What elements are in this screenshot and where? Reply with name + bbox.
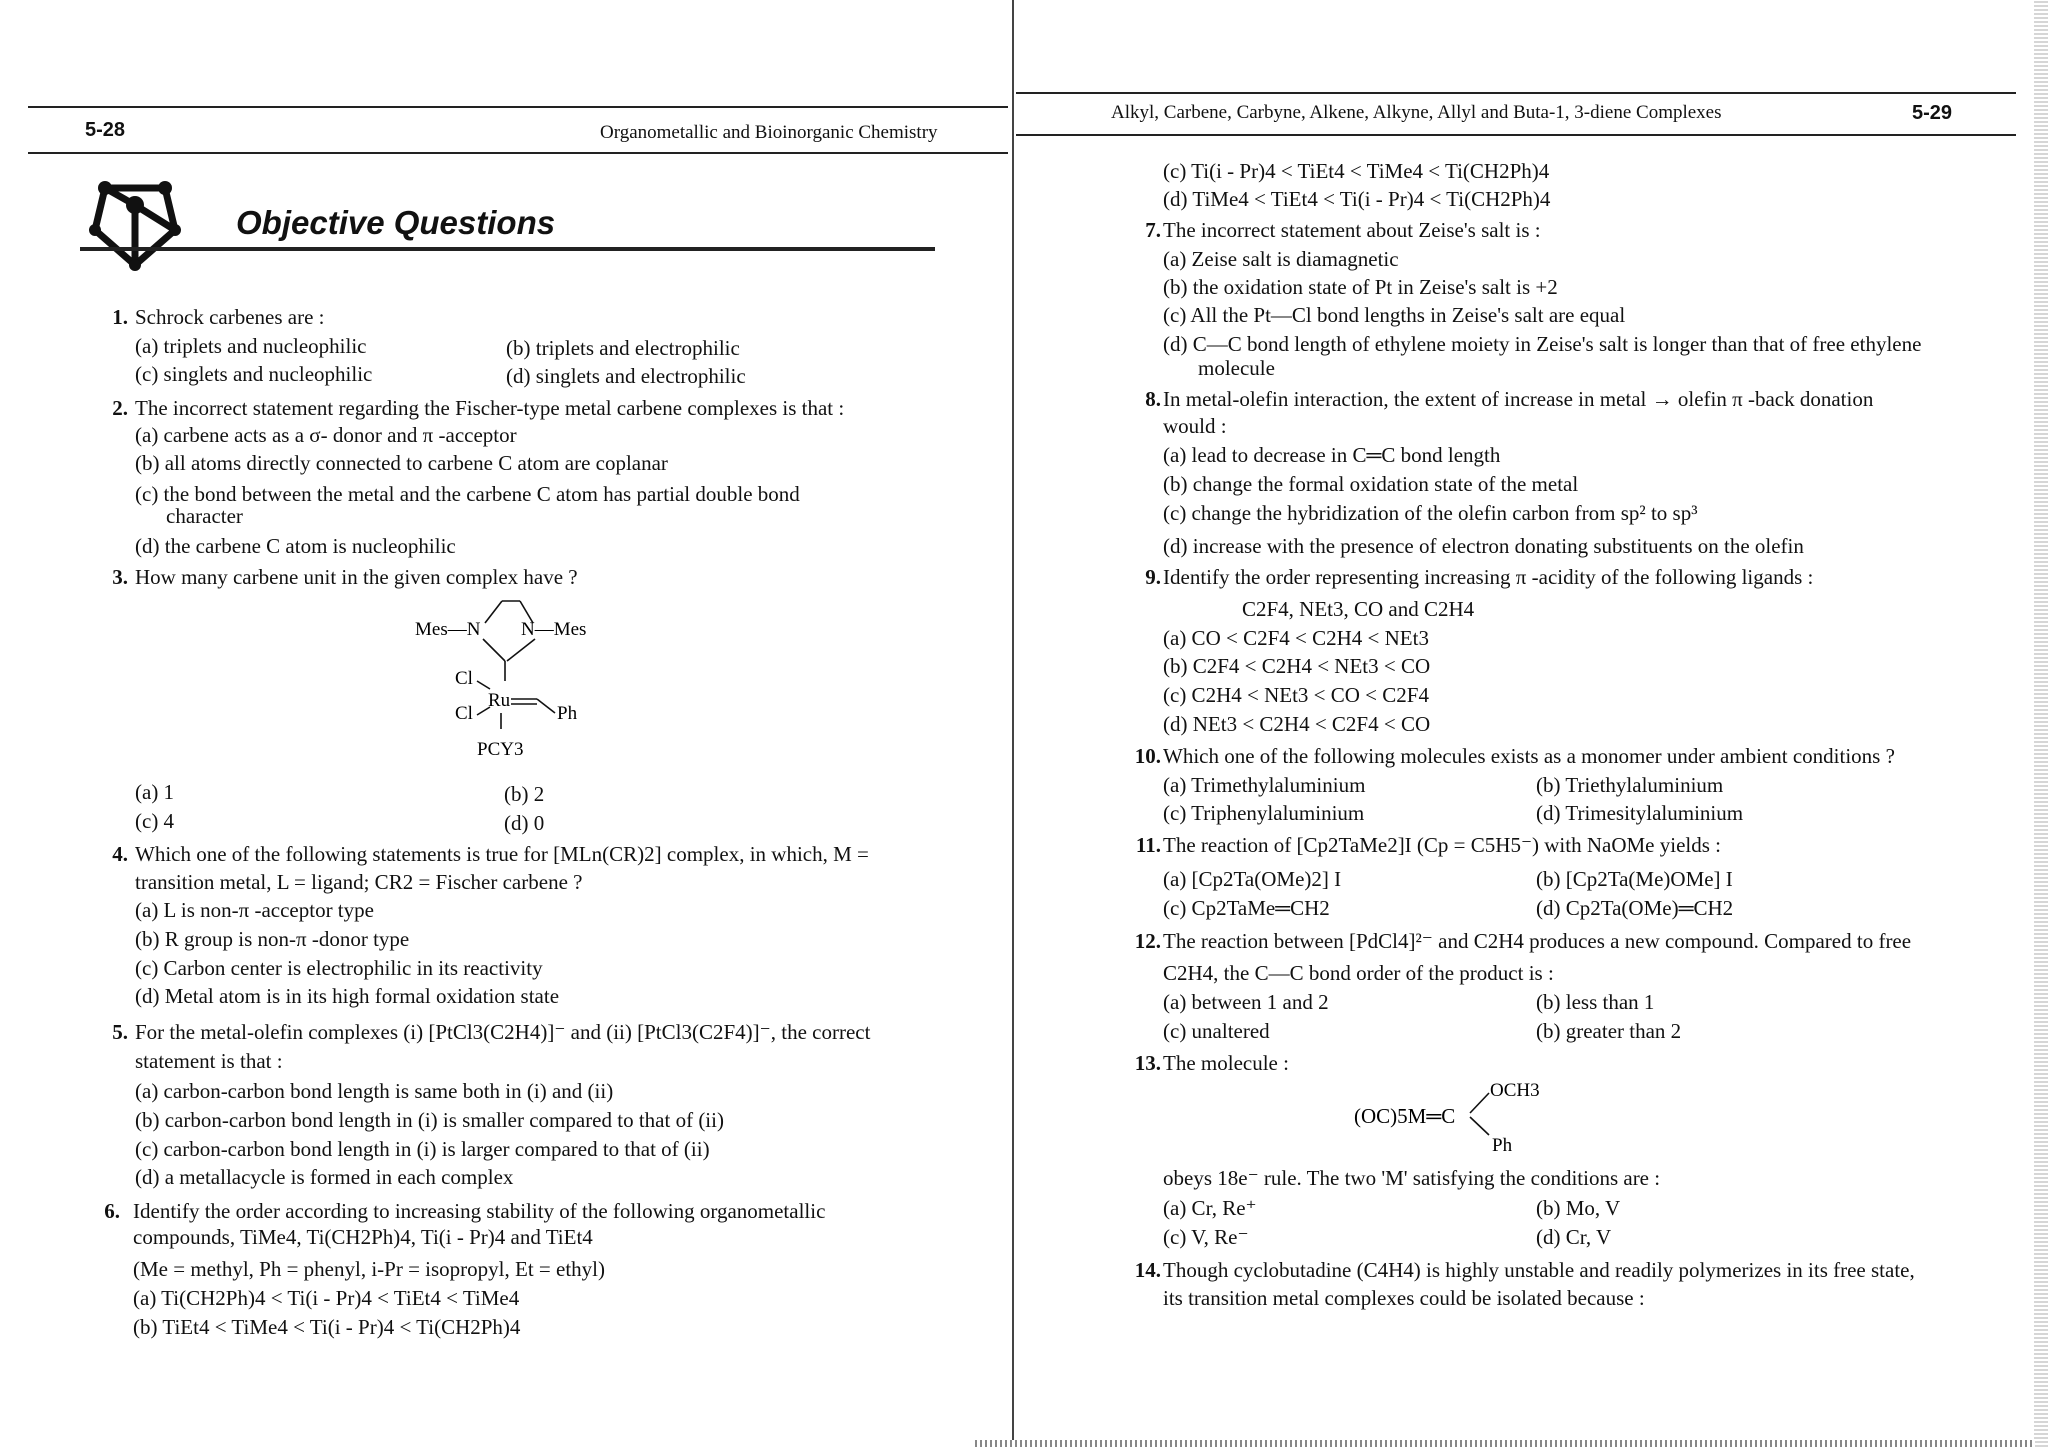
right-running-title: Alkyl, Carbene, Carbyne, Alkene, Alkyne, Allyl and Buta-1, 3-diene Complexes [1111,102,1722,123]
question-number: 4. [112,842,128,866]
option: (d) a metallacycle is formed in each complex [135,1165,514,1189]
option: (a) Cr, Re⁺ [1163,1196,1257,1220]
question-stem-continuation: compounds, TiMe4, Ti(CH2Ph)4, Ti(i - Pr)4 and TiEt4 [133,1225,593,1249]
question-stem: The molecule : [1163,1051,1289,1075]
question-stem: Which one of the following statements is true for [MLn(CR)2] complex, in which, M = [135,842,869,866]
question-number: 11. [1135,833,1161,857]
option: (c) 4 [135,809,175,833]
question-stem: For the metal-olefin complexes (i) [PtCl3(C2H4)]⁻ and (ii) [PtCl3(C2F4)]⁻, the correct [135,1020,871,1044]
bottom-scan-noise [975,1440,2035,1447]
question-number: 6. [104,1199,120,1223]
option: (b) TiEt4 < TiMe4 < Ti(i - Pr)4 < Ti(CH2Ph)4 [133,1315,521,1339]
option: (d) Trimesitylaluminium [1536,801,1744,825]
question-number: 10. [1134,744,1161,768]
option: (c) C2H4 < NEt3 < CO < C2F4 [1163,683,1429,707]
pcy3-label: PCY3 [477,739,524,760]
option: (a) L is non-π -acceptor type [135,898,374,922]
option: (d) increase with the presence of electron donating substituents on the olefin [1163,534,1804,558]
option: (b) Triethylaluminium [1536,773,1724,797]
option: (a) Zeise salt is diamagnetic [1163,247,1399,271]
option: (b) carbon-carbon bond length in (i) is smaller compared to that of (ii) [135,1108,724,1132]
option: (d) Metal atom is in its high formal oxidation state [135,984,560,1008]
option: (d) C—C bond length of ethylene moiety in Zeise's salt is longer than that of free ethylene [1163,332,1922,356]
option-continuation: molecule [1198,356,1275,380]
question-stem-continuation: statement is that : [135,1049,283,1073]
question-stem: In metal-olefin interaction, the extent of increase in metal → olefin π -back donation [1163,387,1874,411]
question-number: 7. [1145,218,1161,242]
option: (b) 2 [504,782,545,806]
question-number: 9. [1145,565,1161,589]
option: (c) unaltered [1163,1019,1270,1043]
cl-label: Cl [455,668,473,689]
mes-right-label: N—Mes [521,619,587,640]
question-stem-continuation: would : [1163,414,1227,438]
question-number: 2. [112,396,128,420]
option: (c) Carbon center is electrophilic in its reactivity [135,956,543,980]
option: (b) [Cp2Ta(Me)OMe] I [1536,867,1733,891]
option: (d) 0 [504,811,545,835]
option: (c) V, Re⁻ [1163,1225,1249,1249]
option: (b) R group is non-π -donor type [135,927,410,951]
question-number: 3. [112,565,128,589]
question-note: (Me = methyl, Ph = phenyl, i-Pr = isopropyl, Et = ethyl) [133,1257,605,1281]
question-stem-continuation: transition metal, L = ligand; CR2 = Fischer carbene ? [135,870,583,894]
question-number: 14. [1134,1258,1161,1282]
molecule-logo-icon [80,170,190,275]
option: (a) carbene acts as a σ- donor and π -acceptor [135,423,517,447]
question-stem-continuation: C2H4, the C—C bond order of the product is : [1163,961,1554,985]
option: (c) Triphenylaluminium [1163,801,1365,825]
question-number: 8. [1145,387,1161,411]
option: (a) lead to decrease in C═C bond length [1163,443,1501,467]
ph-label: Ph [1492,1135,1513,1155]
section-title: Objective Questions [236,204,556,241]
ruthenium-carbene-structure [405,595,615,765]
option: (c) carbon-carbon bond length in (i) is larger compared to that of (ii) [135,1137,710,1161]
question-stem: Identify the order representing increasing π -acidity of the following ligands : [1163,565,1814,589]
option: (d) NEt3 < C2H4 < C2F4 < CO [1163,712,1431,736]
option-continuation: character [166,504,243,528]
carbene-left-label: (OC)5M═C [1354,1104,1456,1128]
page-fold [1012,0,1014,1447]
option: (b) less than 1 [1536,990,1655,1014]
question-stem: How many carbene unit in the given complex have ? [135,565,578,589]
page-edge-scan-noise [2034,0,2048,1447]
option: (b) Mo, V [1536,1196,1621,1220]
right-page [1016,0,2048,1447]
left-page [0,0,1016,1447]
ligand-list: C2F4, NEt3, CO and C2H4 [1242,597,1475,621]
question-number: 13. [1134,1051,1161,1075]
option: (a) between 1 and 2 [1163,990,1329,1014]
option: (b) C2F4 < C2H4 < NEt3 < CO [1163,654,1431,678]
option: (c) Ti(i - Pr)4 < TiEt4 < TiMe4 < Ti(CH2Ph)4 [1163,159,1550,183]
option: (a) carbon-carbon bond length is same both in (i) and (ii) [135,1079,614,1103]
option: (d) TiMe4 < TiEt4 < Ti(i - Pr)4 < Ti(CH2Ph)4 [1163,187,1551,211]
question-stem: The reaction between [PdCl4]²⁻ and C2H4 produces a new compound. Compared to free [1163,929,1912,953]
ru-label: Ru [488,690,511,711]
mes-left-label: Mes—N [415,619,481,640]
question-stem: Though cyclobutadine (C4H4) is highly unstable and readily polymerizes in its free state, [1163,1258,1915,1282]
option: (c) Cp2TaMe═CH2 [1163,896,1330,920]
question-stem: Which one of the following molecules exists as a monomer under ambient conditions ? [1163,744,1895,768]
question-stem-continuation: its transition metal complexes could be isolated because : [1163,1286,1645,1310]
option: (c) All the Pt—Cl bond lengths in Zeise's salt are equal [1163,303,1626,327]
option: (a) 1 [135,780,175,804]
cl-label: Cl [455,703,473,724]
option: (a) triplets and nucleophilic [135,334,367,358]
left-running-title: Organometallic and Bioinorganic Chemistry [600,122,938,143]
question-stem: Identify the order according to increasing stability of the following organometallic [133,1199,826,1223]
option: (c) change the hybridization of the olefin carbon from sp² to sp³ [1163,501,1698,525]
question-number: 5. [112,1020,128,1044]
ph-label: Ph [557,703,578,724]
option: (a) CO < C2F4 < C2H4 < NEt3 [1163,626,1429,650]
option: (d) singlets and electrophilic [506,364,746,388]
option: (b) change the formal oxidation state of the metal [1163,472,1579,496]
option: (b) the oxidation state of Pt in Zeise's salt is +2 [1163,275,1558,299]
option: (c) singlets and nucleophilic [135,362,373,386]
option: (d) the carbene C atom is nucleophilic [135,534,456,558]
metal-carbene-structure [1354,1075,1554,1155]
question-stem: The incorrect statement regarding the Fischer-type metal carbene complexes is that : [135,396,845,420]
question-stem: The reaction of [Cp2TaMe2]I (Cp = C5H5⁻) with NaOMe yields : [1163,833,1721,857]
option: (b) all atoms directly connected to carbene C atom are coplanar [135,451,668,475]
question-stem: The incorrect statement about Zeise's salt is : [1163,218,1541,242]
option: (a) Trimethylaluminium [1163,773,1366,797]
left-page-number: 5-28 [85,119,126,141]
question-number: 12. [1134,929,1161,953]
option: (a) [Cp2Ta(OMe)2] I [1163,867,1342,891]
option: (d) Cr, V [1536,1225,1612,1249]
option: (c) the bond between the metal and the carbene C atom has partial double bond [135,482,800,506]
question-number: 1. [112,305,128,329]
option: (d) Cp2Ta(OMe)═CH2 [1536,896,1734,920]
option: (b) greater than 2 [1536,1019,1682,1043]
right-page-number: 5-29 [1912,102,1953,124]
question-stem: Schrock carbenes are : [135,305,325,329]
option: (a) Ti(CH2Ph)4 < Ti(i - Pr)4 < TiEt4 < TiMe4 [133,1286,520,1310]
option: (b) triplets and electrophilic [506,336,740,360]
question-stem-continuation: obeys 18e⁻ rule. The two 'M' satisfying the conditions are : [1163,1166,1661,1190]
och3-label: OCH3 [1490,1080,1540,1101]
